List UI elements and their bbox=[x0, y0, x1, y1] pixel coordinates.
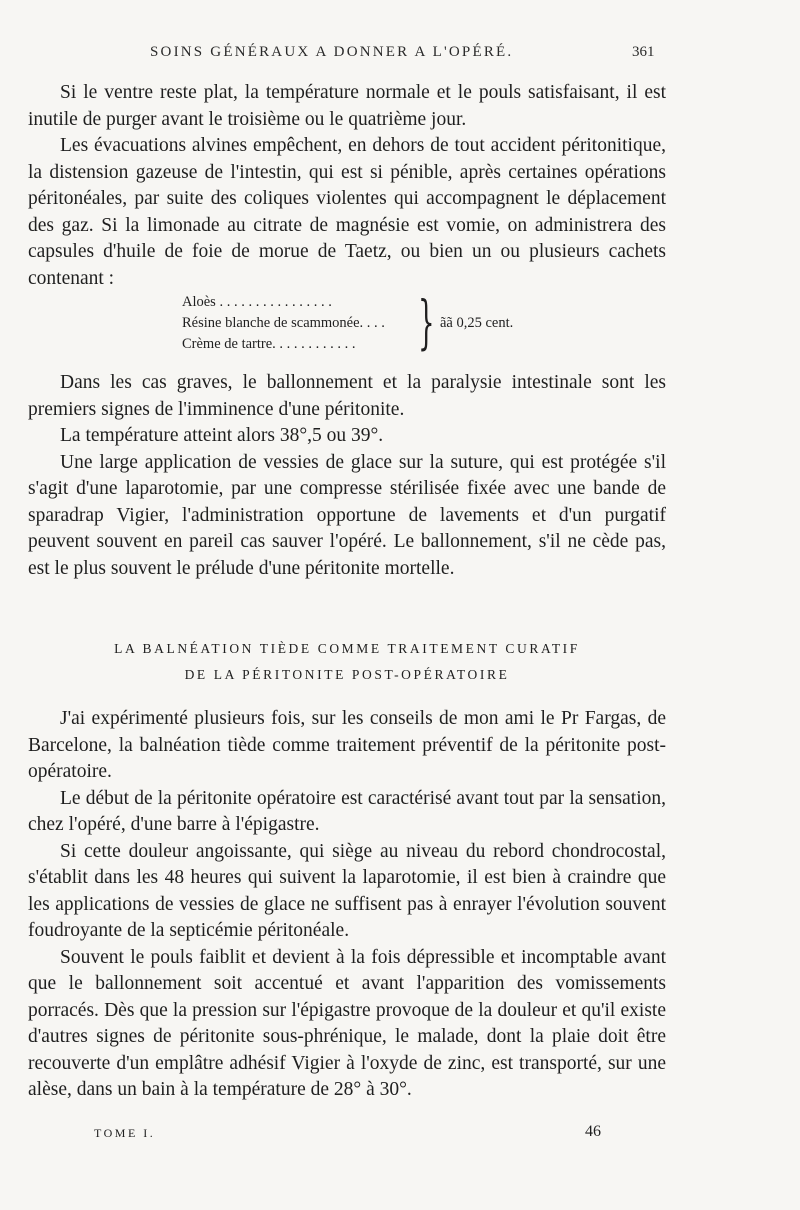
paragraph: Le début de la péritonite opératoire est caractérisé avant tout par la sensation, chez l'opéré, d'une barre à l'épigastre. bbox=[28, 787, 666, 835]
formula-item: Résine blanche de scammonée. . . . bbox=[182, 315, 385, 331]
running-title: SOINS GÉNÉRAUX A DONNER A L'OPÉRÉ. bbox=[150, 44, 514, 60]
paragraph: Les évacuations alvines empêchent, en dehors de tout accident péritonitique, la distension gazeuse de l'intestin, qui est si pénible, après certaines opérations péritonéales, par suite des coliques violentes qui accompagnent le déplacement des gaz. Si la limonade au citrate de magnésie est vomie, on administrera des capsules d'huile de foie de morue de Taetz, ou bien un ou plusieurs cachets contenant : bbox=[28, 135, 666, 289]
paragraph: Si le ventre reste plat, la température normale et le pouls satisfaisant, il est inutile de purger avant le troisième ou le quatrième jour. bbox=[28, 82, 666, 130]
section-heading-line: LA BALNÉATION TIÈDE COMME TRAITEMENT CURATIF bbox=[114, 641, 580, 656]
text-block-bottom bbox=[28, 706, 666, 1104]
paragraph: Dans les cas graves, le ballonnement et la paralysie intestinale sont les premiers signes de l'imminence d'une péritonite. bbox=[28, 372, 666, 420]
section-heading bbox=[28, 636, 666, 688]
formula-item: Crème de tartre. . . . . . . . . . . . bbox=[182, 336, 356, 352]
text-block-middle bbox=[28, 370, 666, 582]
formula-item: Aloès . . . . . . . . . . . . . . . . bbox=[182, 294, 332, 310]
signature-mark: 46 bbox=[585, 1123, 601, 1140]
paragraph: Si cette douleur angoissante, qui siège au niveau du rebord chondrocostal, s'établit dans les 48 heures qui suivent la laparotomie, il est bien à craindre que les applications de vessies de glace ne suffisent pas à enrayer l'évolution souvent foudroyante de la septicémie péritonéale. bbox=[28, 840, 666, 941]
text-block-top bbox=[28, 80, 666, 292]
paragraph: La température atteint alors 38°,5 ou 39°. bbox=[60, 425, 384, 446]
formula-ingredients bbox=[182, 292, 422, 355]
formula-dose: ãã 0,25 cent. bbox=[440, 315, 514, 331]
paragraph: J'ai expérimenté plusieurs fois, sur les conseils de mon ami le Pr Fargas, de Barcelone, la balnéation tiède comme traitement préventif de la péritonite post-opératoire. bbox=[28, 708, 666, 782]
prescription-formula bbox=[182, 288, 602, 362]
right-brace-icon: } bbox=[418, 288, 435, 356]
page-number: 361 bbox=[632, 44, 655, 60]
section-heading-line: DE LA PÉRITONITE POST-OPÉRATOIRE bbox=[184, 667, 510, 682]
paragraph: Une large application de vessies de glace sur la suture, qui est protégée s'il s'agit d'une laparotomie, par une compresse stérilisée fixée avec une bande de sparadrap Vigier, l'administration opportune de lavements et d'un purgatif peuvent souvent en pareil cas sauver l'opéré. Le ballonnement, s'il ne cède pas, est le plus souvent le prélude d'une péritonite mortelle. bbox=[28, 451, 666, 579]
paragraph: Souvent le pouls faiblit et devient à la fois dépressible et incomptable avant que le ballonnement soit accentué et avant l'apparition des vomissements porracés. Dès que la pression sur l'épigastre provoque de la douleur et qu'il existe d'autres signes de péritonite sous-phrénique, le malade, dont la plaie doit être recouverte d'un emplâtre adhésif Vigier à l'oxyde de zinc, est transporté, sur une alèse, dans un bain à la température de 28° à 30°. bbox=[28, 946, 666, 1100]
volume-label: TOME I. bbox=[94, 1126, 156, 1140]
